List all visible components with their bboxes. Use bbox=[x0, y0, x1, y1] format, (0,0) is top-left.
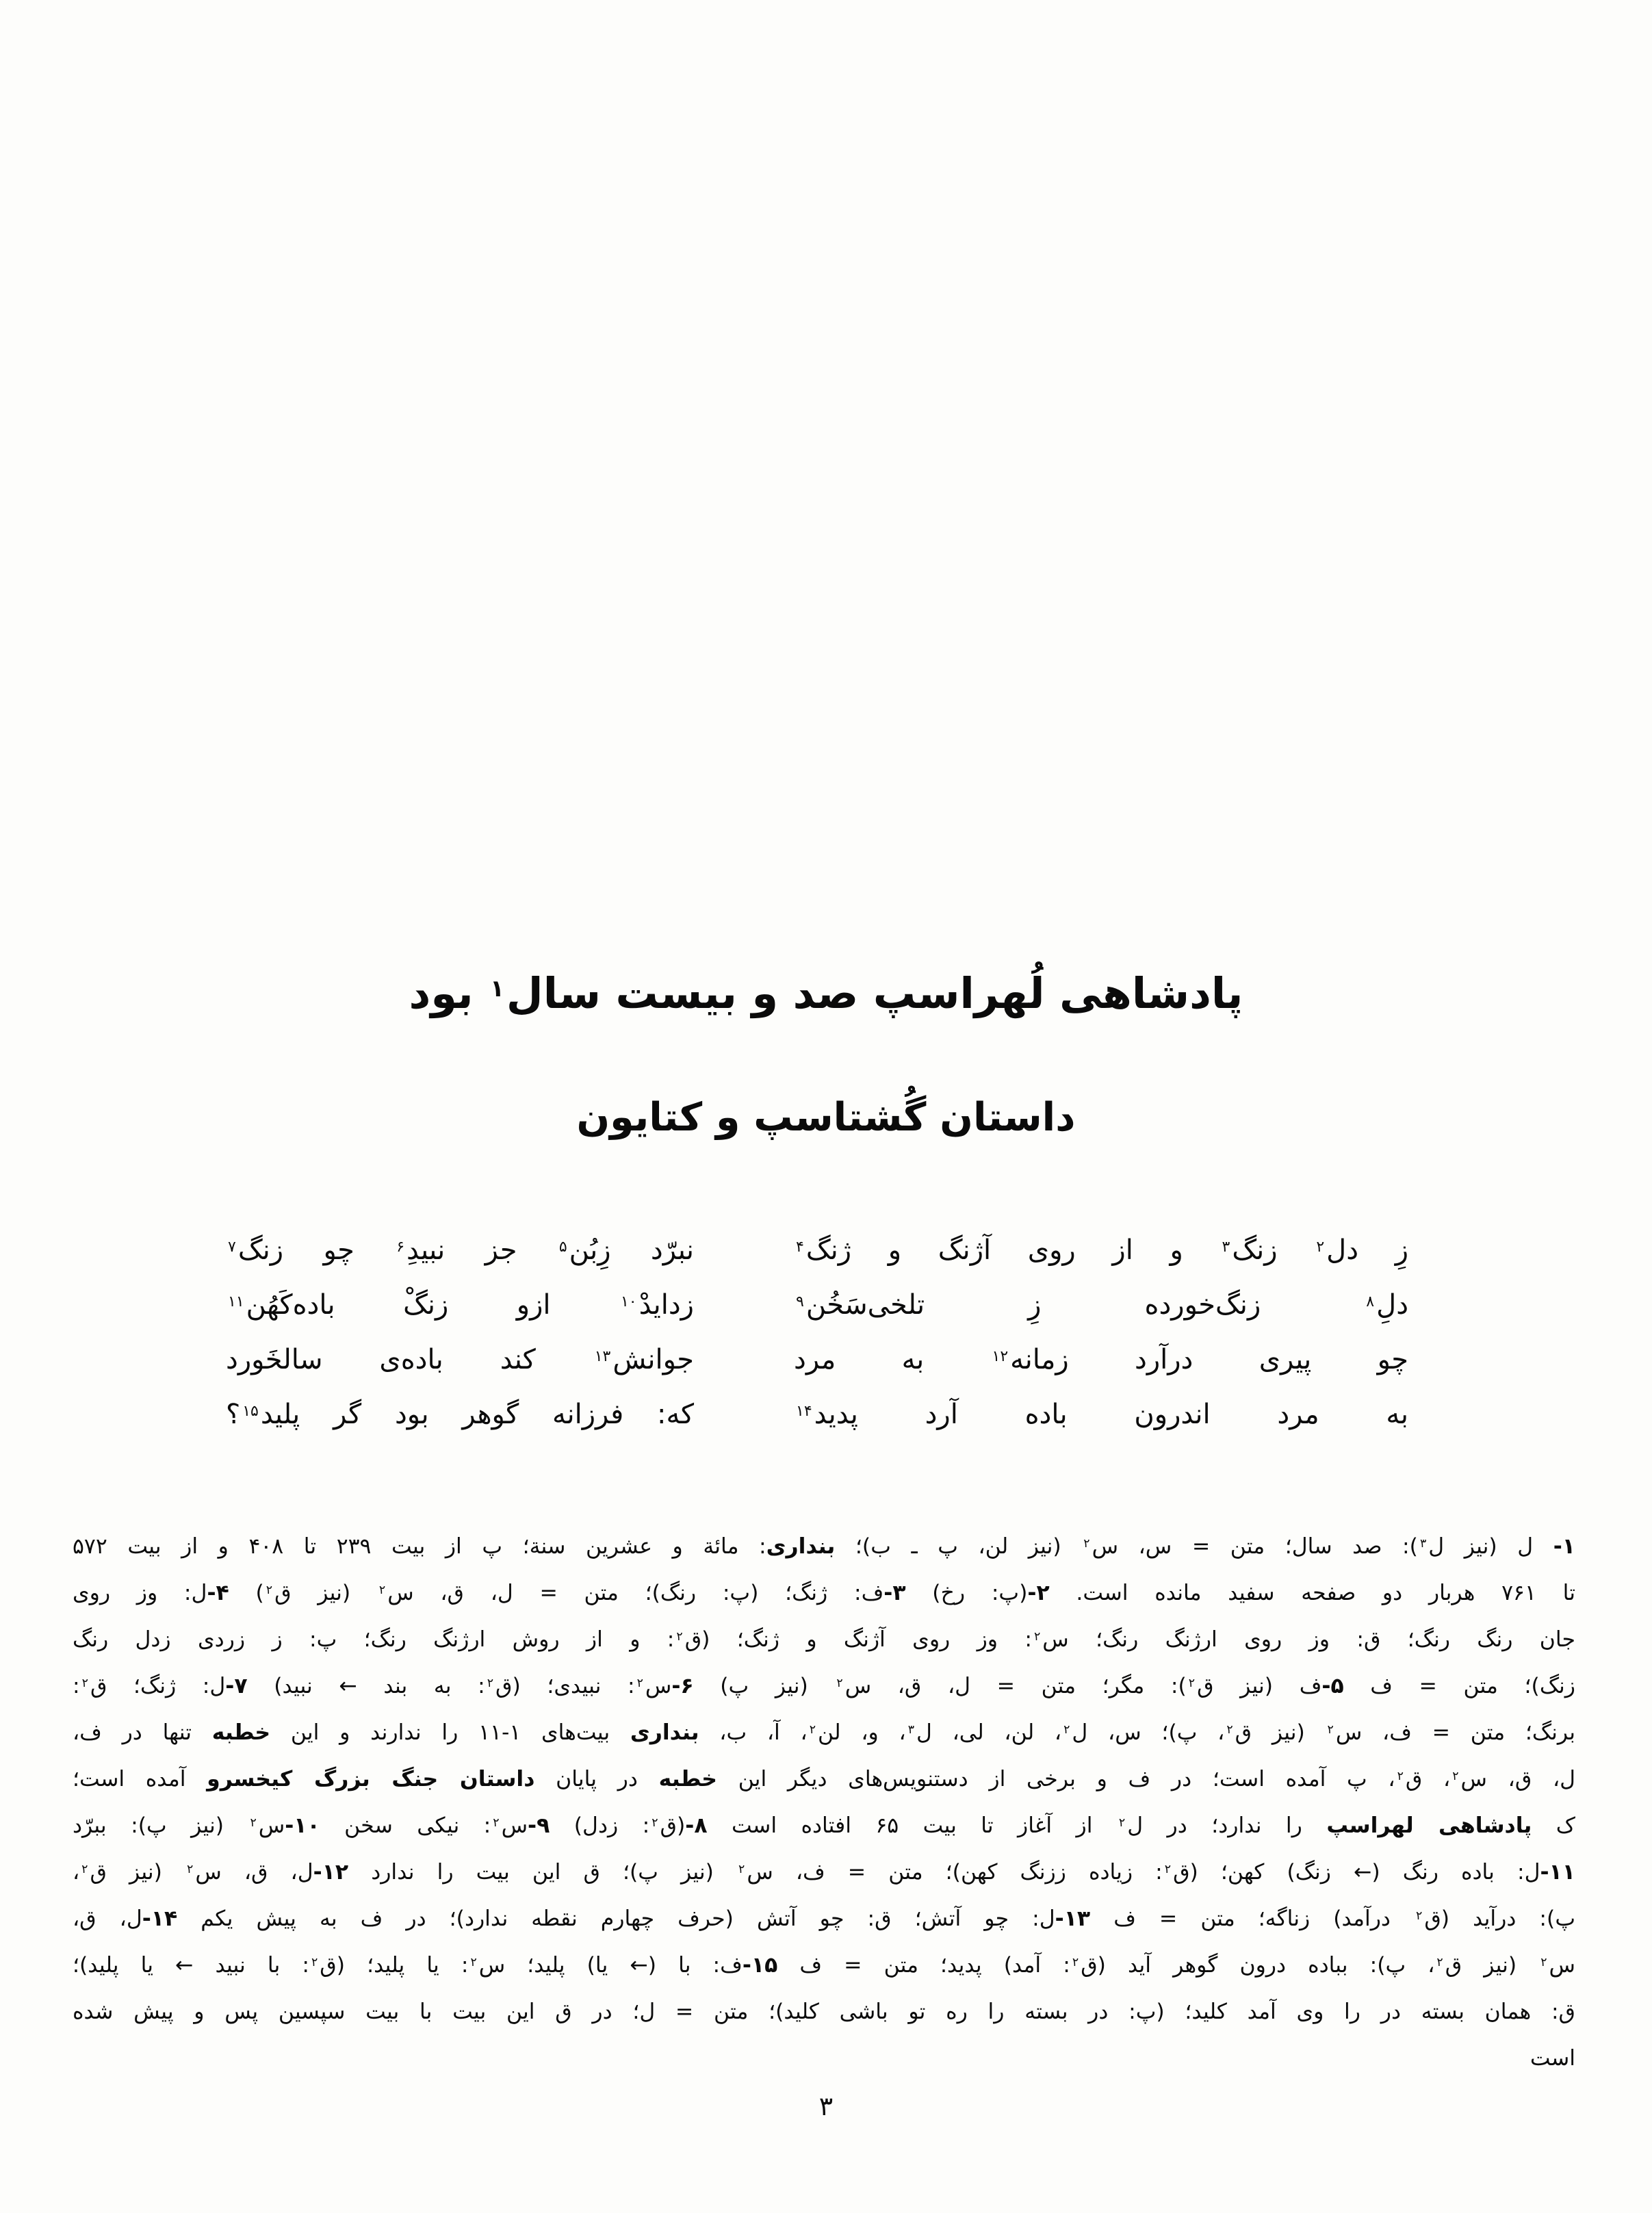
critical-apparatus bbox=[73, 1523, 1575, 2082]
footnote-line: س$^۲$ (نیز ق$^۲$، پ): بباده درون گوهر آید (ق$^۲$: آمد) پدید؛ متن = ف ۱۵-ف: با (← یا) پلید؛ س$^۲$: یا پلید؛ (ق$^۲$: با نبید ← یا پلید)؛ bbox=[73, 1953, 1575, 1978]
footnote-line: جان رنگ رنگ؛ ق: وز روی ارژنگ رنگ؛ س$^۲$: وز روی آژنگ و ژنگ؛ (ق$^۲$: و از روش ارژنگ رنگ؛ پ: ز زردی زدل رنگ bbox=[73, 1627, 1575, 1652]
poem-block bbox=[226, 1224, 1408, 1442]
hemistich-right: به مرد اندرون باده آرد پدید$^{۱۴}$ bbox=[796, 1399, 1408, 1430]
page-number: ۳ bbox=[818, 2091, 834, 2121]
chapter-title: پادشاهی لُهراسپ صد و بیست سال$^۱$ بود bbox=[409, 968, 1243, 1018]
hemistich-left: که: فرزانه گوهر بود گر پلید$^{۱۵}$؟ bbox=[226, 1399, 694, 1430]
hemistich-left: نبرّد زِبُن$^۵$ جز نبیدِ$^۶$ چو زنگ$^۷$ bbox=[228, 1234, 695, 1266]
footnote-line: پ): درآید (ق$^۲$ درآمد) زناگه؛ متن = ف ۱۳-ل: چو آتش؛ ق: چو آتش (حرف چهارم نقطه ندارد)؛ در ف به پیش یکم ۱۴-ل، ق، bbox=[73, 1906, 1575, 1931]
hemistich-right: زِ دل$^۲$ زنگ$^۳$ و از روی آژنگ و ژنگ$^۴$ bbox=[796, 1234, 1409, 1266]
footnote-line: است bbox=[1530, 2046, 1575, 2071]
footnote-line: برنگ؛ متن = ف، س$^۲$ (نیز ق$^۲$، پ)؛ س، ل$^۲$، لن، لی، ل$^۳$، و، لن$^۲$، آ، ب، بنداری بیت‌های ۱-۱۱ را ندارند و این خطبه تنها در ف، bbox=[73, 1720, 1576, 1745]
poem-couplet bbox=[226, 1224, 1408, 1278]
story-title: داستان گُشتاسپ و کتایون bbox=[576, 1095, 1076, 1140]
hemistich-left: زدایدْ$^{۱۰}$ ازو زنگْ باده‌کَهُن$^{۱۱}$ bbox=[228, 1289, 694, 1321]
poem-couplet bbox=[226, 1333, 1408, 1388]
footnote-line: تا ۷۶۱ هربار دو صفحه سفید مانده است. ۲-(پ: رخ) ۳-ف: ژنگ؛ (پ: رنگ)؛ متن = ل، ق، س$^۲$ (نیز ق$^۲$) ۴-ل: وز روی bbox=[73, 1581, 1575, 1605]
hemistich-left: جوانش$^{۱۳}$ کند باده‌ی سالخَورد bbox=[226, 1344, 694, 1375]
footnote-line: ل، ق، س$^۲$، ق$^۲$، پ آمده است؛ در ف و برخی از دستنویس‌های دیگر این خطبه در پایان داستان جنگ بزرگ کیخسرو آمده است؛ bbox=[73, 1767, 1576, 1791]
hemistich-right: دلِ$^۸$ زنگ‌خورده زِ تلخی‌سَخُن$^۹$ bbox=[796, 1289, 1408, 1321]
footnote-line: ک پادشاهی لهراسپ را ندارد؛ در ل$^۲$ از آغاز تا بیت ۶۵ افتاده است ۸-(ق$^۲$: زدل) ۹-س$^۲$: نیکی سخن ۱۰-س$^۲$ (نیز پ): ببرّد bbox=[73, 1813, 1575, 1838]
footnote-line: ق: همان بسته در را وی آمد کلید؛ (پ: در بسته را ره تو باشی کلید)؛ متن = ل؛ در ق این بیت با بیت سپسین پس و پیش شده bbox=[73, 2000, 1575, 2024]
poem-couplet bbox=[226, 1278, 1408, 1333]
hemistich-right: چو پیری درآرد زمانه$^{۱۲}$ به مرد bbox=[794, 1344, 1408, 1375]
footnote-line: ۱- ل (نیز ل$^۳$): صد سال؛ متن = س، س$^۲$ (نیز لن، پ ـ ب)؛ بنداری: مائة و عشرین سنة؛ پ از بیت ۲۳۹ تا ۴۰۸ و از بیت ۵۷۲ bbox=[73, 1534, 1575, 1559]
poem-couplet bbox=[226, 1388, 1408, 1442]
footnote-line: ۱۱-ل: باده رنگ (← زنگ) کهن؛ (ق$^۲$: زیاده ززنگ کهن)؛ متن = ف، س$^۲$ (نیز پ)؛ ق این بیت را ندارد ۱۲-ل، ق، س$^۲$ (نیز ق$^۲$، bbox=[73, 1860, 1575, 1885]
footnote-line: زنگ)؛ متن = ف ۵-ف (نیز ق$^۲$): مگر؛ متن = ل، ق، س$^۲$ (نیز پ) ۶-س$^۲$: نبیدی؛ (ق$^۲$: به بند ← نبید) ۷-ل: ژنگ؛ ق$^۲$: bbox=[73, 1674, 1575, 1698]
